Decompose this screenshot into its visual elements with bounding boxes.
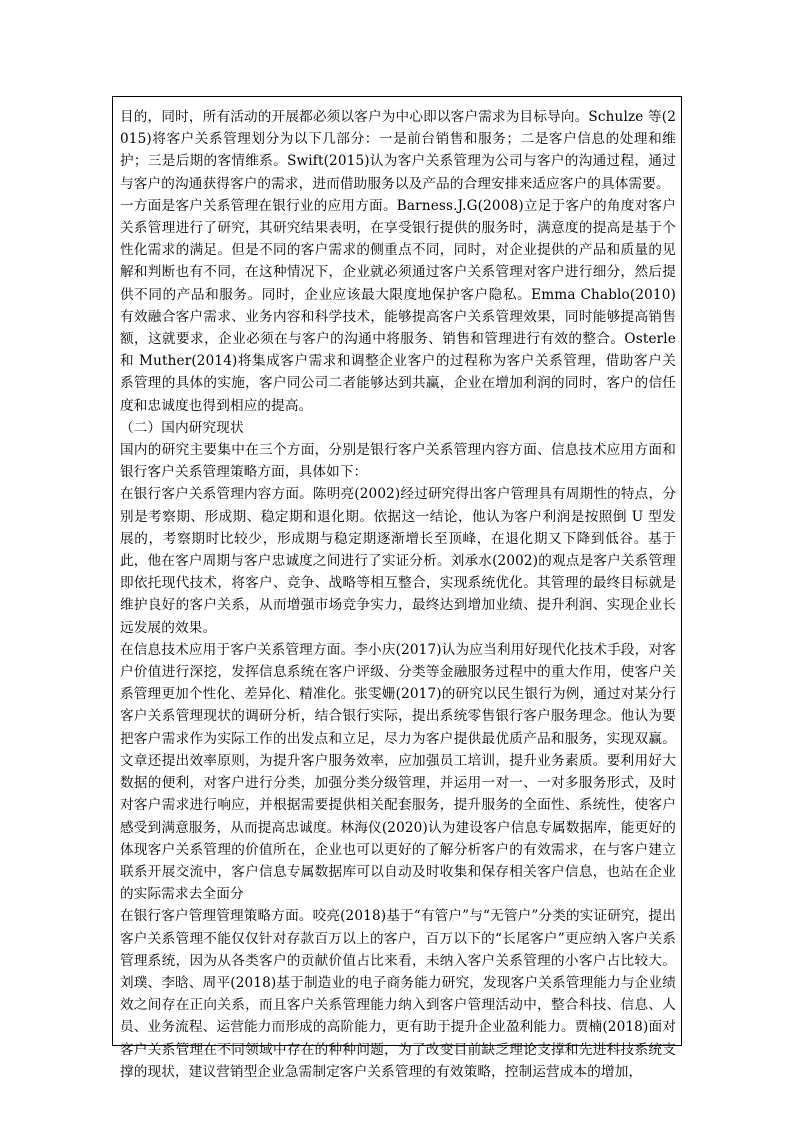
document-body: [120, 106, 676, 1083]
paragraph-banking-application: 一方面是客户关系管理在银行业的应用方面。Barness.J.G(2008)立足于客户的角度对客户关系管理进行了研究，其研究结果表明，在享受银行提供的服务时，满意度的提高是基于个性化需求的满足。但是不同的客户需求的侧重点不同，同时，对企业提供的产品和质量的见解和判断也有不同，在这种情况下，企业就必须通过客户关系管理对客户进行细分，然后提供不同的产品和服务。同时，企业应该最大限度地保护客户隐私。Emma Chablo(2010)有效融合客户需求、业务内容和科学技术，能够提高客户关系管理效果，同时能够提高销售额，这就要求，企业必须在与客户的沟通中将服务、销售和管理进行有效的整合。Osterle 和 Muther(2014)将集成客户需求和调整企业客户的过程称为客户关系管理，借助客户关系管理的具体的实施，客户同公司二者能够达到共赢，企业在增加利润的同时，客户的信任度和忠诚度也得到相应的提高。: [120, 197, 676, 414]
paragraph-crm-strategy: 在银行客户管理管理策略方面。咬亮(2018)基于“有管户”与“无管户”分类的实证研究，提出客户关系管理不能仅仅针对存款百万以上的客户，百万以下的“长尾客户”更应纳入客户关系管理系统，因为从各类客户的贡献价值占比来看，未纳入客户关系管理的小客户占比较大。刘璞、李晗、周平(2018)基于制造业的电子商务能力研究，发现客户关系管理能力与企业绩效之间存在正向关系，而且客户关系管理能力纳入到客户管理活动中，整合科技、信息、人员、业务流程、运营能力而形成的高阶能力，更有助于提升企业盈利能力。贾楠(2018)面对客户关系管理在不同领域中存在的种种问题，为了改变目前缺乏理论支撑和先进科技系统支撑的现状，建议营销型企业急需制定客户关系管理的有效策略，控制运营成本的增加，: [120, 908, 676, 1080]
paragraph-crm-content: 在银行客户关系管理内容方面。陈明亮(2002)经过研究得出客户管理具有周期性的特点，分别是考察期、形成期、稳定期和退化期。依据这一结论，他认为客户利润是按照倒 U 型发展的，考察期时比较少，形成期与稳定期逐渐增长至顶峰，在退化期又下降到低谷。基于此，他在客户周期与客户忠诚度之间进行了实证分析。刘承水(2002)的观点是客户关系管理即依托现代技术，将客户、竞争、战略等相互整合，实现系统优化。其管理的最终目标就是维护良好的客户关系，从而增强市场竞争实力，最终达到增加业绩、提升利润、实现企业长远发展的效果。: [120, 486, 676, 636]
bordered-text-frame: [112, 96, 682, 1080]
section-heading-domestic-research: （二）国内研究现状: [120, 419, 244, 436]
paragraph-information-technology: 在信息技术应用于客户关系管理方面。李小庆(2017)认为应当利用好现代化技术手段，对客户价值进行深挖，发挥信息系统在客户评级、分类等金融服务过程中的重大作用，使客户关系管理更加个性化、差异化、精准化。张雯姗(2017)的研究以民生银行为例，通过对某分行客户关系管理现状的调研分析，结合银行实际，提出系统零售银行客户服务理念。他认为要把客户需求作为实际工作的出发点和立足，尽力为客户提供最优质产品和服务，实现双赢。文章还提出效率原则，为提升客户服务效率，应加强员工培训，提升业务素质。要利用好大数据的便利，对客户进行分类，加强分类分级管理，并运用一对一、一对多服务形式，及时对客户需求进行响应，并根据需要提供相关配套服务，提升服务的全面性、系统性，使客户感受到满意服务，从而提高忠诚度。林海仪(2020)认为建设客户信息专属数据库，能更好的体现客户关系管理的价值所在，企业也可以更好的了解分析客户的有效需求，在与客户建立联系开展交流中，客户信息专属数据库可以自动及时收集和保存相关客户信息，也站在企业的实际需求去全面分: [120, 641, 676, 903]
paragraph-foreign-research-continued: 目的，同时，所有活动的开展都必须以客户为中心即以客户需求为目标导向。Schulze 等(2015)将客户关系管理划分为以下几部分：一是前台销售和服务；二是客户信息的处理和维护；三是后期的客情维系。Swift(2015)认为客户关系管理为公司与客户的沟通过程，通过与客户的沟通获得客户的需求，进而借助服务以及产品的合理安排来适应客户的具体需要。: [120, 109, 676, 192]
paragraph-domestic-overview: 国内的研究主要集中在三个方面，分别是银行客户关系管理内容方面、信息技术应用方面和银行客户关系管理策略方面，具体如下：: [120, 442, 676, 481]
